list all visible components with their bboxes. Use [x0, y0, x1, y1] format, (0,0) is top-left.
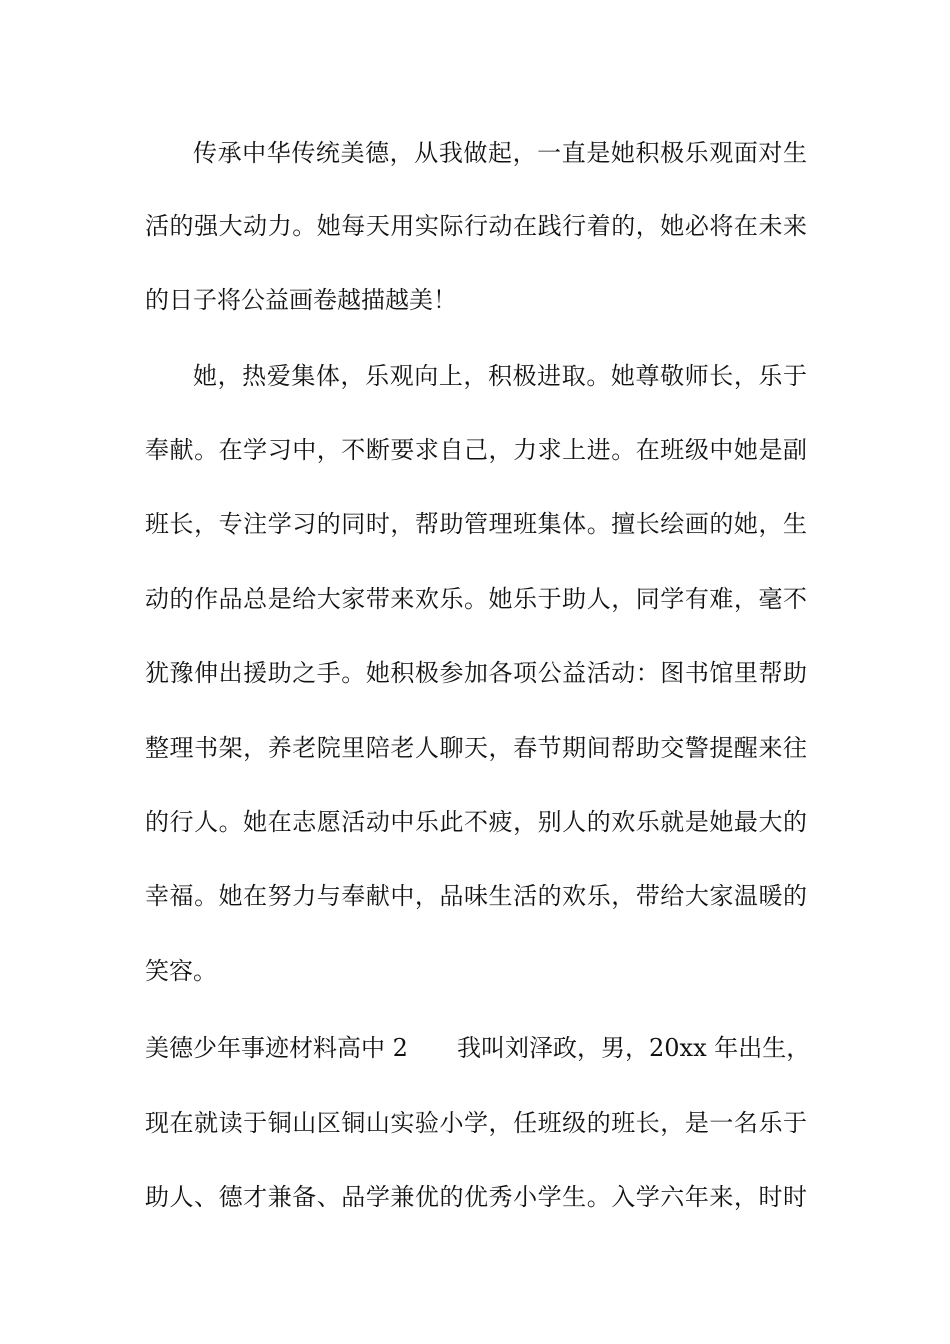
- paragraph-line: 动的作品总是给大家带来欢乐。她乐于助人，同学有难，毫不: [145, 585, 807, 613]
- paragraph-line: 整理书架，养老院里陪老人聊天，春节期间帮助交警提醒来往: [145, 734, 807, 762]
- section-heading-line: [145, 1033, 811, 1063]
- paragraph-line: 班长，专注学习的同时，帮助管理班集体。擅长绘画的她，生: [145, 510, 807, 538]
- paragraph-line: 犹豫伸出援助之手。她积极参加各项公益活动：图书馆里帮助: [145, 659, 807, 687]
- paragraph-line: 助人、德才兼备、品学兼优的优秀小学生。入学六年来，时时: [145, 1183, 807, 1211]
- paragraph-line: 的行人。她在志愿活动中乐此不疲，别人的欢乐就是她最大的: [145, 808, 807, 836]
- paragraph-line: 奉献。在学习中，不断要求自己，力求上进。在班级中她是副: [145, 436, 807, 464]
- paragraph-line: 笑容。: [145, 957, 217, 985]
- paragraph-line: 的日子将公益画卷越描越美！: [145, 286, 457, 314]
- section-title: 美德少年事迹材料高中 2: [145, 1034, 408, 1062]
- paragraph-line: 她，热爱集体，乐观向上，积极进取。她尊敬师长，乐于: [193, 362, 807, 390]
- paragraph-line: 活的强大动力。她每天用实际行动在践行着的，她必将在未来: [145, 212, 807, 240]
- paragraph-line: 现在就读于铜山区铜山实验小学，任班级的班长，是一名乐于: [145, 1109, 807, 1137]
- paragraph-line: 幸福。她在努力与奉献中，品味生活的欢乐，带给大家温暖的: [145, 882, 807, 910]
- paragraph-line: 传承中华传统美德，从我做起，一直是她积极乐观面对生: [193, 139, 807, 167]
- section-first-line: 我叫刘泽政，男，20xx 年出生，: [457, 1034, 811, 1062]
